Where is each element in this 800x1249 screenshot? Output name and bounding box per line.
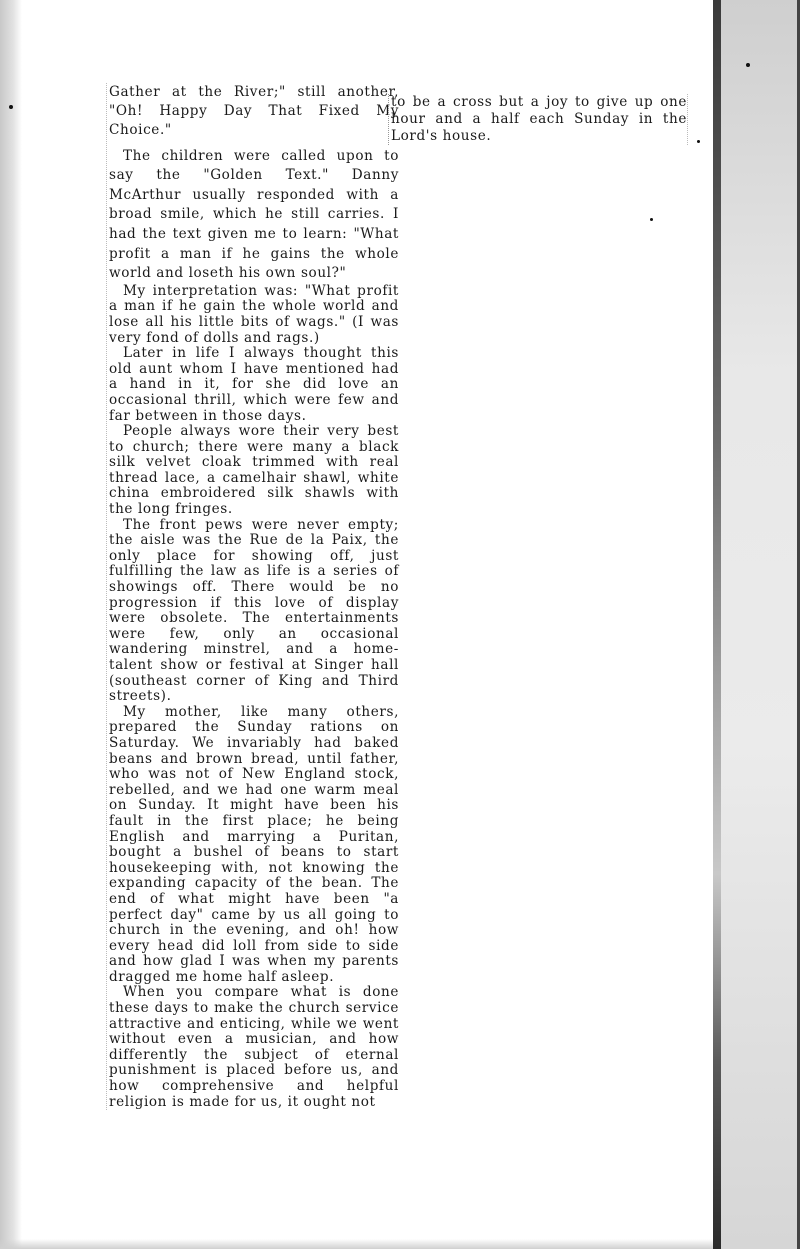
scan-left-edge: [0, 0, 22, 1249]
scan-right-margin: [721, 0, 800, 1249]
paragraph: My interpretation was: "What profit a man if he gain the whole world and lose all his little bits of wags." (I was very fond of dolls and rags.): [109, 282, 399, 346]
paragraph: The children were called upon to say the "Golden Text." Danny McArthur usually responded with a broad smile, which he still carries. I had the text given me to learn: "What profit a man if he gains the whole world and loseth his own soul?": [109, 147, 399, 282]
paragraph: to be a cross but a joy to give up one hour and a half each Sunday in the Lord's house.: [391, 94, 687, 144]
right-column: [388, 94, 688, 145]
paragraph: My mother, like many others, prepared the Sunday rations on Saturday. We invariably had baked beans and brown bread, until father, who was not of New England stock, rebelled, and we had one warm meal on Sunday. It might have been his fault in the first place; he being English and marrying a Puritan, bought a bushel of beans to start housekeeping with, not knowing the expanding capacity of the bean. The end of what might have been "a perfect day" came by us all going to church in the evening, and oh! how every head did loll from side to side and how glad I was when my parents dragged me home half asleep.: [109, 703, 399, 985]
paragraph: When you compare what is done these days to make the church service attractive and enticing, while we went without even a musician, and how differently the subject of eternal punishment is placed before us, and how comprehensive and helpful religion is made for us, it ought not: [109, 984, 399, 1110]
paragraph: Gather at the River;" still another, "Oh! Happy Day That Fixed My Choice.": [109, 84, 399, 139]
scan-bottom-shade: [0, 1239, 713, 1249]
paragraph: The front pews were never empty; the aisle was the Rue de la Paix, the only place for showing off, just fulfilling the law as life is a series of showings off. There would be no progression if this love of display were obsolete. The entertainments were few, only an occasional wandering minstrel, and a home-talent show or festival at Singer hall (southeast corner of King and Third streets).: [109, 516, 399, 705]
left-column: [106, 83, 399, 1110]
scan-speck: [9, 105, 13, 109]
scan-speck: [746, 63, 750, 67]
scan-speck: [697, 140, 700, 143]
paragraph: People always wore their very best to church; there were many a black silk velvet cloak trimmed with real thread lace, a camelhair shawl, white china embroidered silk shawls with the long fringes.: [109, 423, 399, 518]
paragraph: Later in life I always thought this old aunt whom I have mentioned had a hand in it, for she did love an occasional thrill, which were few and far between in those days.: [109, 345, 399, 424]
scan-speck: [650, 218, 653, 221]
page-binding-edge: [713, 0, 721, 1249]
